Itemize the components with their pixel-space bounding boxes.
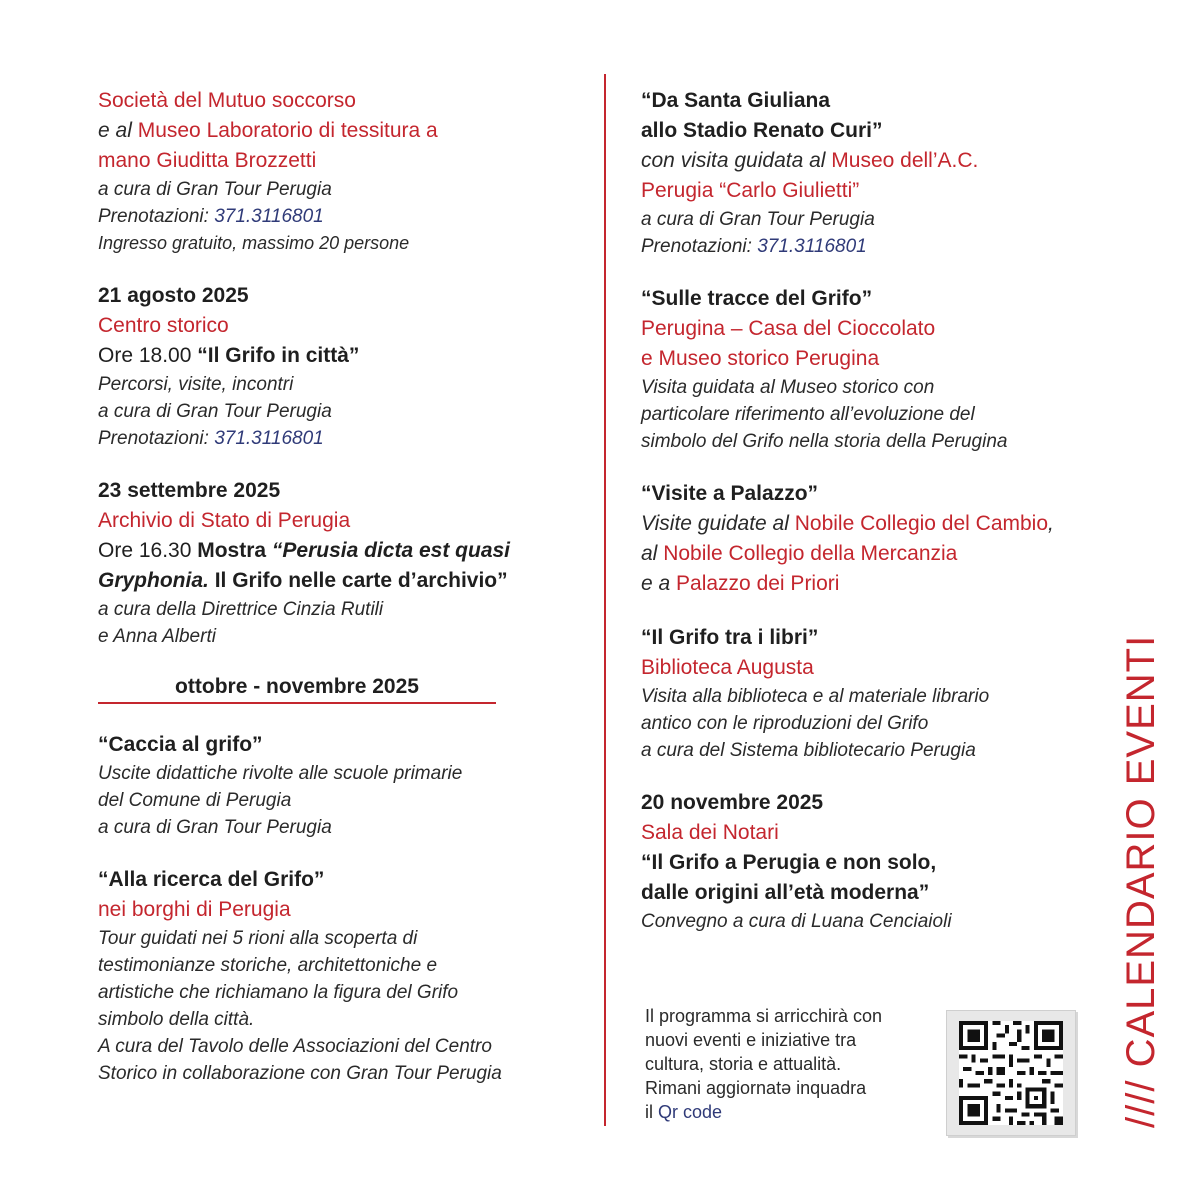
event-grifo-tra-i-libri bbox=[641, 623, 1111, 764]
venue-line: Società del Mutuo soccorso bbox=[98, 89, 356, 112]
event-venue: Perugina – Casa del Cioccolato bbox=[641, 317, 936, 340]
event-title: “Alla ricerca del Grifo” bbox=[98, 868, 325, 891]
event-title: “Il Grifo in città” bbox=[197, 344, 360, 367]
curator-line: Storico in collaborazione con Gran Tour Perugia bbox=[98, 1063, 502, 1084]
booking-label: Prenotazioni: bbox=[98, 428, 215, 449]
event-description: Tour guidati nei 5 rioni alla scoperta di bbox=[98, 928, 418, 949]
event-stadio bbox=[641, 86, 1111, 260]
note-line: Rimani aggiornatə inquadra bbox=[645, 1078, 867, 1098]
event-venue: e Museo storico Perugina bbox=[641, 347, 880, 370]
entry-note: Ingresso gratuito, massimo 20 persone bbox=[98, 233, 410, 253]
calendar-side-title: //// CALENDARIO EVENTI bbox=[1119, 634, 1163, 1128]
qr-code-frame[interactable] bbox=[946, 1010, 1076, 1136]
program-note bbox=[645, 1004, 935, 1124]
event-title: “Perusia dicta est quasi bbox=[271, 539, 511, 562]
event-caccia-al-grifo bbox=[98, 730, 598, 841]
event-date: 21 agosto 2025 bbox=[98, 284, 249, 307]
event-description: del Comune di Perugia bbox=[98, 790, 292, 811]
qr-code-link[interactable]: Qr code bbox=[658, 1102, 723, 1122]
event-title: “Il Grifo a Perugia e non solo, bbox=[641, 851, 937, 874]
event-21-agosto bbox=[98, 281, 598, 452]
event-title: “Caccia al grifo” bbox=[98, 733, 263, 756]
event-description: artistiche che richiamano la figura del Grifo bbox=[98, 982, 459, 1003]
event-description: testimonianze storiche, architettoniche e bbox=[98, 955, 438, 976]
event-description: antico con le riproduzioni del Grifo bbox=[641, 713, 929, 734]
event-description: particolare riferimento all’evoluzione del bbox=[641, 404, 975, 425]
event-venue: Nobile Collegio del Cambio bbox=[794, 512, 1049, 535]
booking-phone[interactable]: 371.3116801 bbox=[214, 428, 324, 449]
event-venue: Palazzo dei Priori bbox=[676, 572, 840, 595]
qr-code-icon[interactable] bbox=[959, 1021, 1063, 1125]
curator-line: e Anna Alberti bbox=[98, 626, 216, 647]
event-time: Ore 16.30 bbox=[98, 539, 198, 562]
event-20-novembre bbox=[641, 788, 1111, 935]
event-title: “Visite a Palazzo” bbox=[641, 482, 819, 505]
booking-label: Prenotazioni: bbox=[641, 236, 758, 257]
event-description: Visita guidata al Museo storico con bbox=[641, 377, 935, 398]
event-venue: Museo dell’A.C. bbox=[831, 149, 979, 172]
right-column bbox=[641, 86, 1111, 953]
curator-line: a cura di Gran Tour Perugia bbox=[98, 401, 332, 422]
booking-phone[interactable]: 371.3116801 bbox=[757, 236, 867, 257]
note-line: il bbox=[645, 1102, 658, 1122]
event-alla-ricerca-del-grifo bbox=[98, 865, 598, 1087]
event-venue: nei borghi di Perugia bbox=[98, 898, 291, 921]
event-venue: Perugia “Carlo Giulietti” bbox=[641, 179, 860, 202]
event-title: “Sulle tracce del Grifo” bbox=[641, 287, 873, 310]
note-line: cultura, storia e attualità. bbox=[645, 1054, 842, 1074]
left-column bbox=[98, 86, 598, 1105]
event-23-settembre bbox=[98, 476, 598, 650]
curator-line: a cura della Direttrice Cinzia Rutili bbox=[98, 599, 384, 620]
event-description: Visita alla biblioteca e al materiale librario bbox=[641, 686, 990, 707]
event-venue: Biblioteca Augusta bbox=[641, 656, 814, 679]
booking-label: Prenotazioni: bbox=[98, 206, 215, 227]
event-description: Uscite didattiche rivolte alle scuole primarie bbox=[98, 763, 463, 784]
venue-prefix: con visita guidata al bbox=[641, 149, 832, 172]
curator-line: a cura di Gran Tour Perugia bbox=[98, 179, 332, 200]
venue-prefix: al bbox=[641, 542, 664, 565]
venue-prefix: e al bbox=[98, 119, 138, 142]
event-venue: Nobile Collegio della Mercanzia bbox=[663, 542, 958, 565]
event-sulle-tracce bbox=[641, 284, 1111, 455]
event-description: simbolo della città. bbox=[98, 1009, 255, 1030]
event-title: “Da Santa Giuliana bbox=[641, 89, 831, 112]
curator-line: a cura di Gran Tour Perugia bbox=[641, 209, 875, 230]
curator-line: a cura del Sistema bibliotecario Perugia bbox=[641, 740, 976, 761]
event-venue: Archivio di Stato di Perugia bbox=[98, 509, 351, 532]
curator-line: a cura di Gran Tour Perugia bbox=[98, 817, 332, 838]
note-line: Il programma si arricchirà con bbox=[645, 1006, 883, 1026]
venue-prefix: e a bbox=[641, 572, 677, 595]
event-title: Gryphonia. bbox=[98, 569, 209, 592]
event-date: 23 settembre 2025 bbox=[98, 479, 281, 502]
venue-line: Museo Laboratorio di tessitura a bbox=[137, 119, 438, 142]
note-line: nuovi eventi e iniziative tra bbox=[645, 1030, 857, 1050]
event-description: Percorsi, visite, incontri bbox=[98, 374, 294, 395]
event-date: 20 novembre 2025 bbox=[641, 791, 824, 814]
event-description: simbolo del Grifo nella storia della Perugina bbox=[641, 431, 1008, 452]
booking-phone[interactable]: 371.3116801 bbox=[214, 206, 324, 227]
event-title: allo Stadio Renato Curi” bbox=[641, 119, 883, 142]
event-venue: Sala dei Notari bbox=[641, 821, 779, 844]
event-time: Ore 18.00 bbox=[98, 344, 198, 367]
column-divider bbox=[604, 74, 606, 1126]
event-venue: Centro storico bbox=[98, 314, 229, 337]
curator-line: A cura del Tavolo delle Associazioni del Centro bbox=[98, 1036, 492, 1057]
event-title: “Il Grifo tra i libri” bbox=[641, 626, 819, 649]
event-type: Mostra bbox=[197, 539, 272, 562]
period-heading: ottobre - novembre 2025 bbox=[98, 672, 496, 704]
venue-line: mano Giuditta Brozzetti bbox=[98, 149, 317, 172]
venue-prefix: Visite guidate al bbox=[641, 512, 795, 535]
event-title: dalle origini all’età moderna” bbox=[641, 881, 930, 904]
event-visite-a-palazzo bbox=[641, 479, 1111, 599]
event-mutuo-soccorso bbox=[98, 86, 598, 257]
punctuation: , bbox=[1048, 512, 1054, 535]
event-description: Convegno a cura di Luana Cenciaioli bbox=[641, 911, 952, 932]
event-title: Il Grifo nelle carte d’archivio” bbox=[208, 569, 508, 592]
